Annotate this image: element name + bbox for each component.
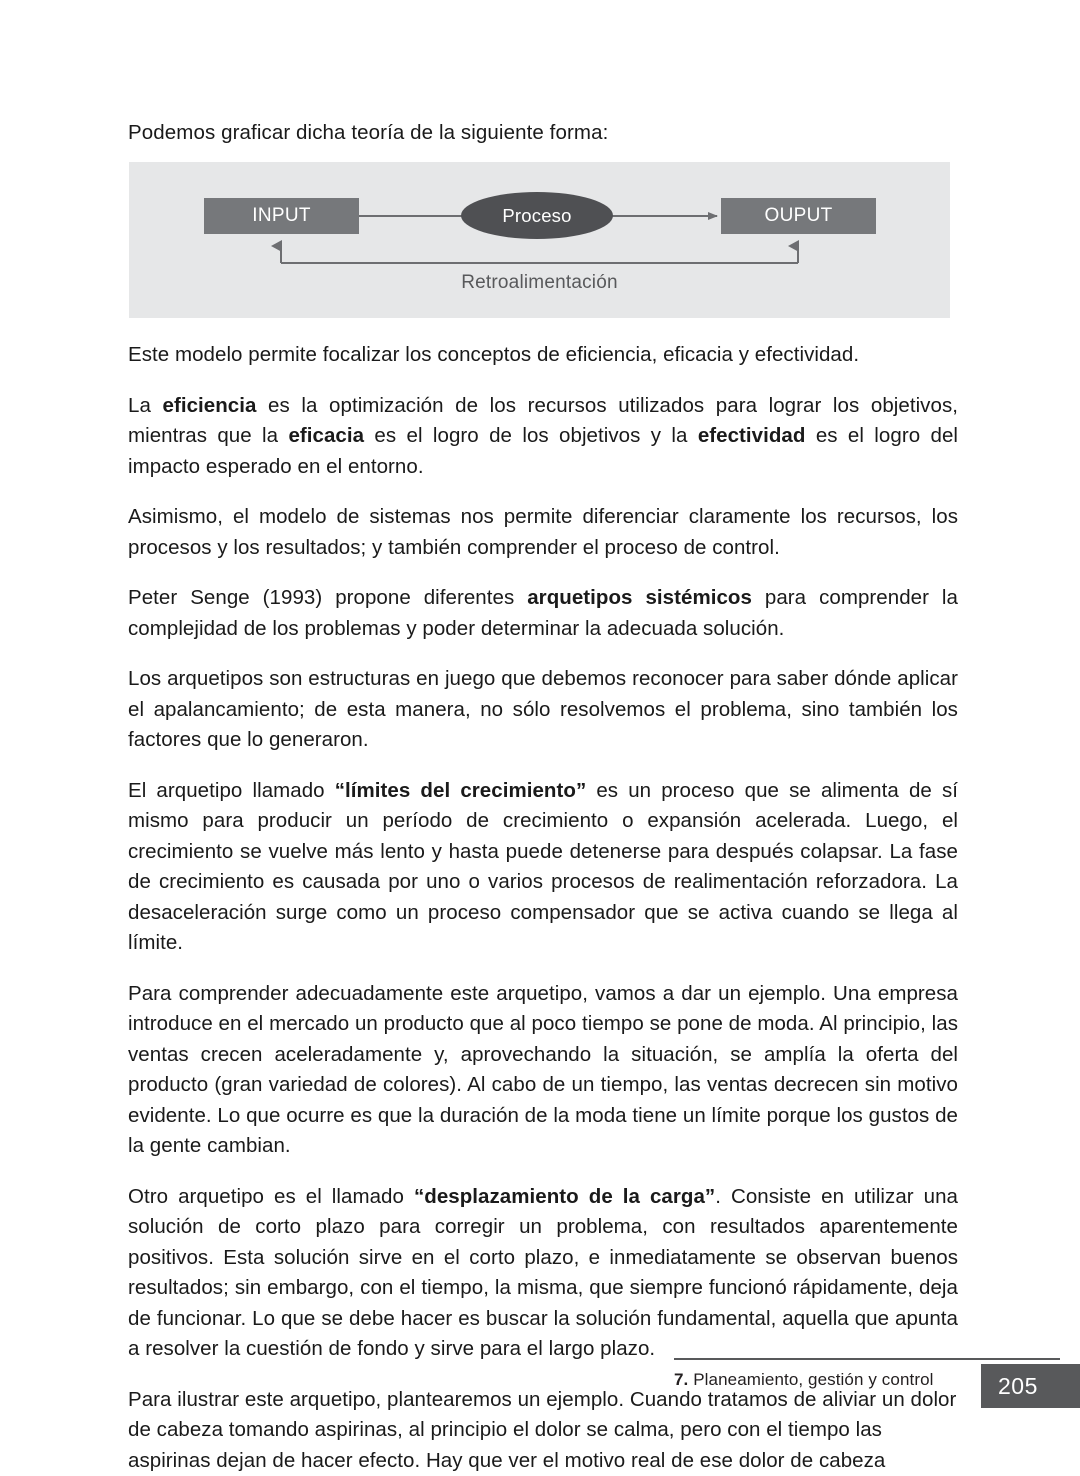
footer-divider bbox=[674, 1358, 1060, 1360]
diagram-connectors bbox=[129, 162, 950, 318]
text-run: Este modelo permite focalizar los conceptos de eficiencia, eficacia y efectividad. bbox=[128, 343, 859, 366]
text-run: Otro arquetipo es el llamado bbox=[128, 1185, 414, 1208]
page-number: 205 bbox=[998, 1373, 1038, 1400]
text-run: es el logro de los objetivos y la bbox=[364, 424, 698, 447]
diagram-node-input bbox=[204, 198, 359, 234]
text-run: Peter Senge (1993) propone diferentes bbox=[128, 586, 527, 609]
paragraph-p6 bbox=[128, 776, 958, 959]
diagram-node-process-label: Proceso bbox=[502, 205, 571, 227]
text-run: es la optimización de los recursos utilizados para lograr los objetivos, mientras que la bbox=[128, 394, 958, 448]
diagram-node-output-label: OUPUT bbox=[765, 205, 833, 227]
emphasis-term: eficiencia bbox=[163, 394, 257, 417]
text-run: Para ilustrar este arquetipo, plantearemos un ejemplo. Cuando tratamos de aliviar un dolor de cabeza tomando aspirinas, al principio el dolor se calma, pero con el tiempo las aspirinas dejan de hacer efecto. Hay que ver el motivo real de ese dolor de cabeza bbox=[128, 1388, 956, 1472]
paragraph-p1 bbox=[128, 340, 958, 371]
text-run: es un proceso que se alimenta de sí mismo para producir un período de crecimiento o expansión acelerada. Luego, el crecimiento se vuelve más lento y hasta puede detenerse para después colapsar. La fase de crecimiento es causada por uno o varios procesos de realimentación reforzadora. La desaceleración surge como un proceso compensador que se activa cuando se llega al límite. bbox=[128, 779, 958, 955]
text-run: Para comprender adecuadamente este arquetipo, vamos a dar un ejemplo. Una empresa introduce en el mercado un producto que al poco tiempo se pone de moda. Al principio, las ventas crecen aceleradamente y, aprovechando la situación, se amplía la oferta del producto (gran variedad de colores). Al cabo de un tiempo, las ventas decrecen sin motivo evidente. Lo que ocurre es que la duración de la moda tiene un límite porque los gustos de la gente cambian. bbox=[128, 982, 958, 1158]
emphasis-term: arquetipos sistémicos bbox=[527, 586, 752, 609]
diagram-node-output bbox=[721, 198, 876, 234]
text-run: Asimismo, el modelo de sistemas nos permite diferenciar claramente los recursos, los procesos y los resultados; y también comprender el proceso de control. bbox=[128, 505, 958, 559]
intro-paragraph: Podemos graficar dicha teoría de la siguiente forma: bbox=[128, 119, 958, 147]
footer-chapter-title: Planeamiento, gestión y control bbox=[688, 1370, 933, 1389]
body-text-column bbox=[128, 340, 958, 1476]
emphasis-term: “desplazamiento de la carga” bbox=[414, 1185, 715, 1208]
text-run: El arquetipo llamado bbox=[128, 779, 335, 802]
paragraph-p3 bbox=[128, 502, 958, 563]
paragraph-p8 bbox=[128, 1182, 958, 1365]
paragraph-p9 bbox=[128, 1385, 958, 1476]
paragraph-p5 bbox=[128, 664, 958, 756]
text-run: para comprender la complejidad de los problemas y poder determinar la adecuada solución. bbox=[128, 586, 958, 640]
footer-chapter-number: 7. bbox=[674, 1370, 688, 1389]
text-run: Los arquetipos son estructuras en juego que debemos reconocer para saber dónde aplicar el apalancamiento; de esta manera, no sólo resolvemos el problema, sino también los factores que lo generaron. bbox=[128, 667, 958, 751]
diagram-feedback-label: Retroalimentación bbox=[129, 272, 950, 294]
page-number-badge bbox=[981, 1364, 1080, 1408]
text-run: La bbox=[128, 394, 163, 417]
diagram-node-process bbox=[461, 192, 613, 239]
emphasis-term: eficacia bbox=[288, 424, 364, 447]
text-run: es el logro del impacto esperado en el entorno. bbox=[128, 424, 958, 478]
systems-model-diagram bbox=[129, 162, 950, 318]
emphasis-term: “límites del crecimiento” bbox=[335, 779, 587, 802]
paragraph-p7 bbox=[128, 979, 958, 1162]
emphasis-term: efectividad bbox=[698, 424, 806, 447]
text-run: . Consiste en utilizar una solución de corto plazo para corregir un problema, con resultados aparentemente positivos. Esta solución sirve en el corto plazo, e inmediatamente se observan buenos resultados; sin embargo, con el tiempo, la misma, que siempre funcionó rápidamente, deja de funcionar. Lo que se debe hacer es buscar la solución fundamental, aquella que apunta a resolver la cuestión de fondo y sirve para el largo plazo. bbox=[128, 1185, 958, 1361]
diagram-node-input-label: INPUT bbox=[252, 205, 311, 227]
paragraph-p2 bbox=[128, 391, 958, 483]
footer-chapter bbox=[674, 1370, 934, 1390]
paragraph-p4 bbox=[128, 583, 958, 644]
